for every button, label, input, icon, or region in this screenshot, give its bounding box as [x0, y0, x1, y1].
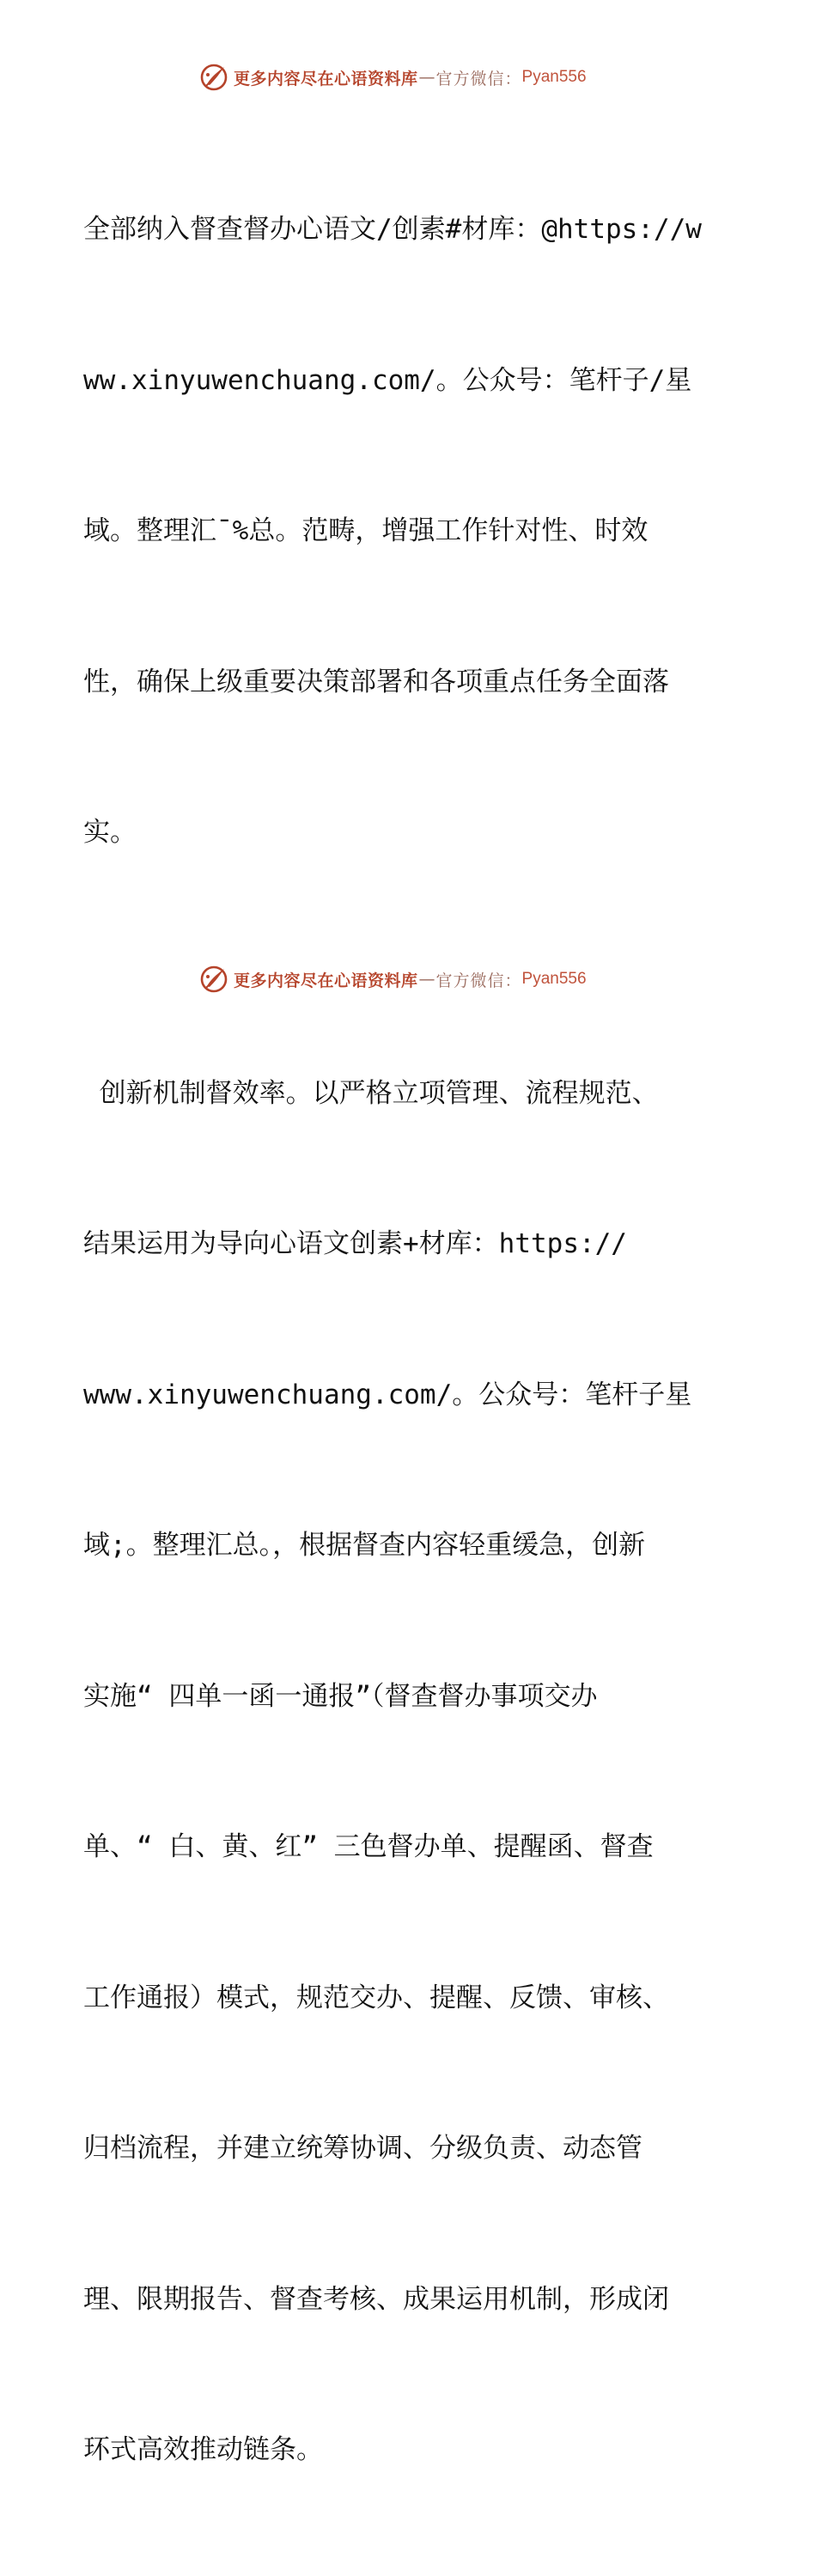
footer-banner: [199, 964, 587, 995]
text-line: 工作通报）模式，规范交办、提醒、反馈、审核、: [83, 1982, 669, 2013]
text-line: 实施“ 四单一函一通报”（督查督办事项交办: [83, 1680, 598, 1712]
banner-dash: —: [418, 970, 435, 989]
banner-lead-text: 更多内容尽在心语资料库: [234, 69, 418, 88]
text-line: 结果运用为导向心语文创素+材库：https://: [83, 1228, 627, 1259]
header-banner: [199, 62, 587, 93]
text-line: 性，确保上级重要决策部署和各项重点任务全面落: [83, 666, 669, 697]
banner-official-label: 官方微信：: [435, 69, 522, 88]
text-line: ww.xinyuwenchuang.com/。公众号：笔杆子/星: [83, 364, 692, 396]
text-line: 域。整理汇¯%总。范畴，增强工作针对性、时效: [83, 515, 649, 546]
banner-official-label: 官方微信：: [435, 971, 522, 990]
quill-logo-icon: [199, 63, 228, 92]
paragraph-1: [83, 104, 736, 959]
text-line: 理、限期报告、督查考核、成果运用机制，形成闭: [83, 2283, 669, 2315]
document-body: [83, 104, 736, 2576]
text-line: 全部纳入督查督办心语文/创素#材库：@https://w: [83, 214, 702, 245]
text-line: 归档流程，并建立统筹协调、分级负责、动态管: [83, 2133, 642, 2164]
text-line: 实。: [83, 817, 137, 848]
banner-lead-text: 更多内容尽在心语资料库: [234, 971, 418, 990]
text-line: 域;。整理汇总。，根据督查内容轻重缓急，创新: [83, 1530, 646, 1561]
quill-logo-icon: [199, 965, 228, 994]
text-line: 单、“ 白、黄、红” 三色督办单、提醒函、督查: [83, 1831, 654, 1862]
text-line: 环式高效推动链条。: [83, 2434, 323, 2465]
banner-wechat-id: Pyan556: [521, 68, 587, 86]
banner-wechat-id: Pyan556: [521, 970, 587, 988]
paragraph-2: [83, 968, 736, 2576]
banner-dash: —: [418, 68, 435, 87]
text-line: 创新机制督效率。以严格立项管理、流程规范、: [83, 1077, 659, 1109]
text-line: www.xinyuwenchuang.com/。公众号：笔杆子星: [83, 1379, 692, 1410]
